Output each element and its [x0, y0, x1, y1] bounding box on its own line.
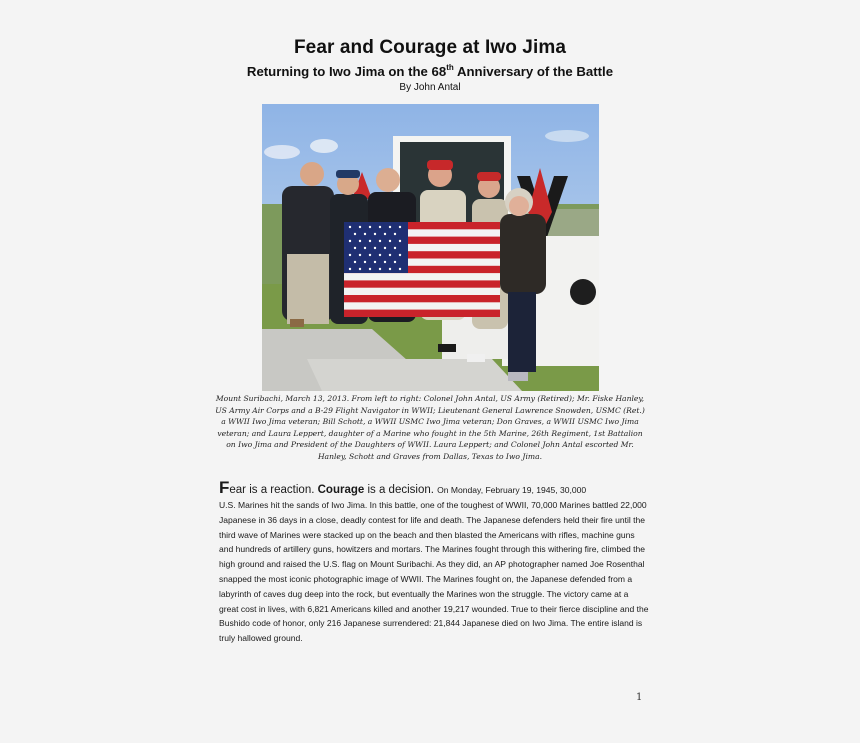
- lead-courage: Courage: [317, 484, 365, 496]
- subtitle-superscript: th: [446, 63, 454, 72]
- photo-caption: Mount Suribachi, March 13, 2013. From left to right: Colonel John Antal, US Army (Retired); Mr. Fiske Hanley, US Army Air Corps and a B-29 Flight Navigator in WWII; Lieutenant General Lawrence Snowden, USMC (Ret.) a WWII Iwo Jima veteran; Bill Schott, a WWII USMC Iwo Jima veteran; Don Graves, a WWII USMC Iwo Jima veteran; and Laura Leppert, daughter of a Marine who fought in the 5th Marine, 26th Regiment, 1st Battalion on Iwo Jima and President of the Daughters of WWII. Laura Leppert; and Colonel John Antal escorted Mr. Hanley, Schott and Graves from Dallas, Texas to Iwo Jima.: [215, 394, 645, 461]
- article-body: [219, 480, 649, 646]
- lead-reaction: is a reaction.: [246, 484, 318, 496]
- lead-decision: is a decision.: [364, 484, 438, 496]
- page-number: 1: [636, 692, 643, 703]
- page-title: Fear and Courage at Iwo Jima: [293, 37, 567, 58]
- lead-date: On Monday, February 19, 1945, 30,000: [437, 485, 587, 495]
- group-photo: [262, 104, 599, 391]
- drop-cap: F: [219, 478, 230, 497]
- page-subtitle: [0, 63, 860, 79]
- byline: By John Antal: [399, 82, 461, 93]
- lead-fear: ear: [229, 484, 247, 496]
- subtitle-text: Returning to Iwo Jima on the 68: [246, 64, 447, 79]
- subtitle-text-end: Anniversary of the Battle: [453, 64, 614, 79]
- article-paragraph: U.S. Marines hit the sands of Iwo Jima. In this battle, one of the toughest of WWII, 70,000 Marines battled 22,000 Japanese in 36 days in a close, deadly contest for life and death. The Japanese defenders held their fire until the third wave of Marines were stacked up on the beach and then blasted the Americans with rifles, machine guns and hundreds of artillery guns, howitzers and mortars. The Marines fought through this withering fire, climbed the high ground and raised the U.S. flag on Mount Suribachi. As they did, an AP photographer named Joe Rosenthal snapped the most iconic photographic image of WWII. The Marines fought on, the Japanese defended from a labyrinth of caves dug deep into the rock, but eventually the Marines won the struggle. The victory came at a great cost in lives, with 6,821 Americans killed and another 19,217 wounded. True to their fierce discipline and the Bushido code of honor, only 216 Japanese surrendered: 21,844 Japanese died on Iwo Jima. The entire island is truly hallowed ground.: [219, 500, 649, 644]
- lead-sentence: [219, 480, 649, 498]
